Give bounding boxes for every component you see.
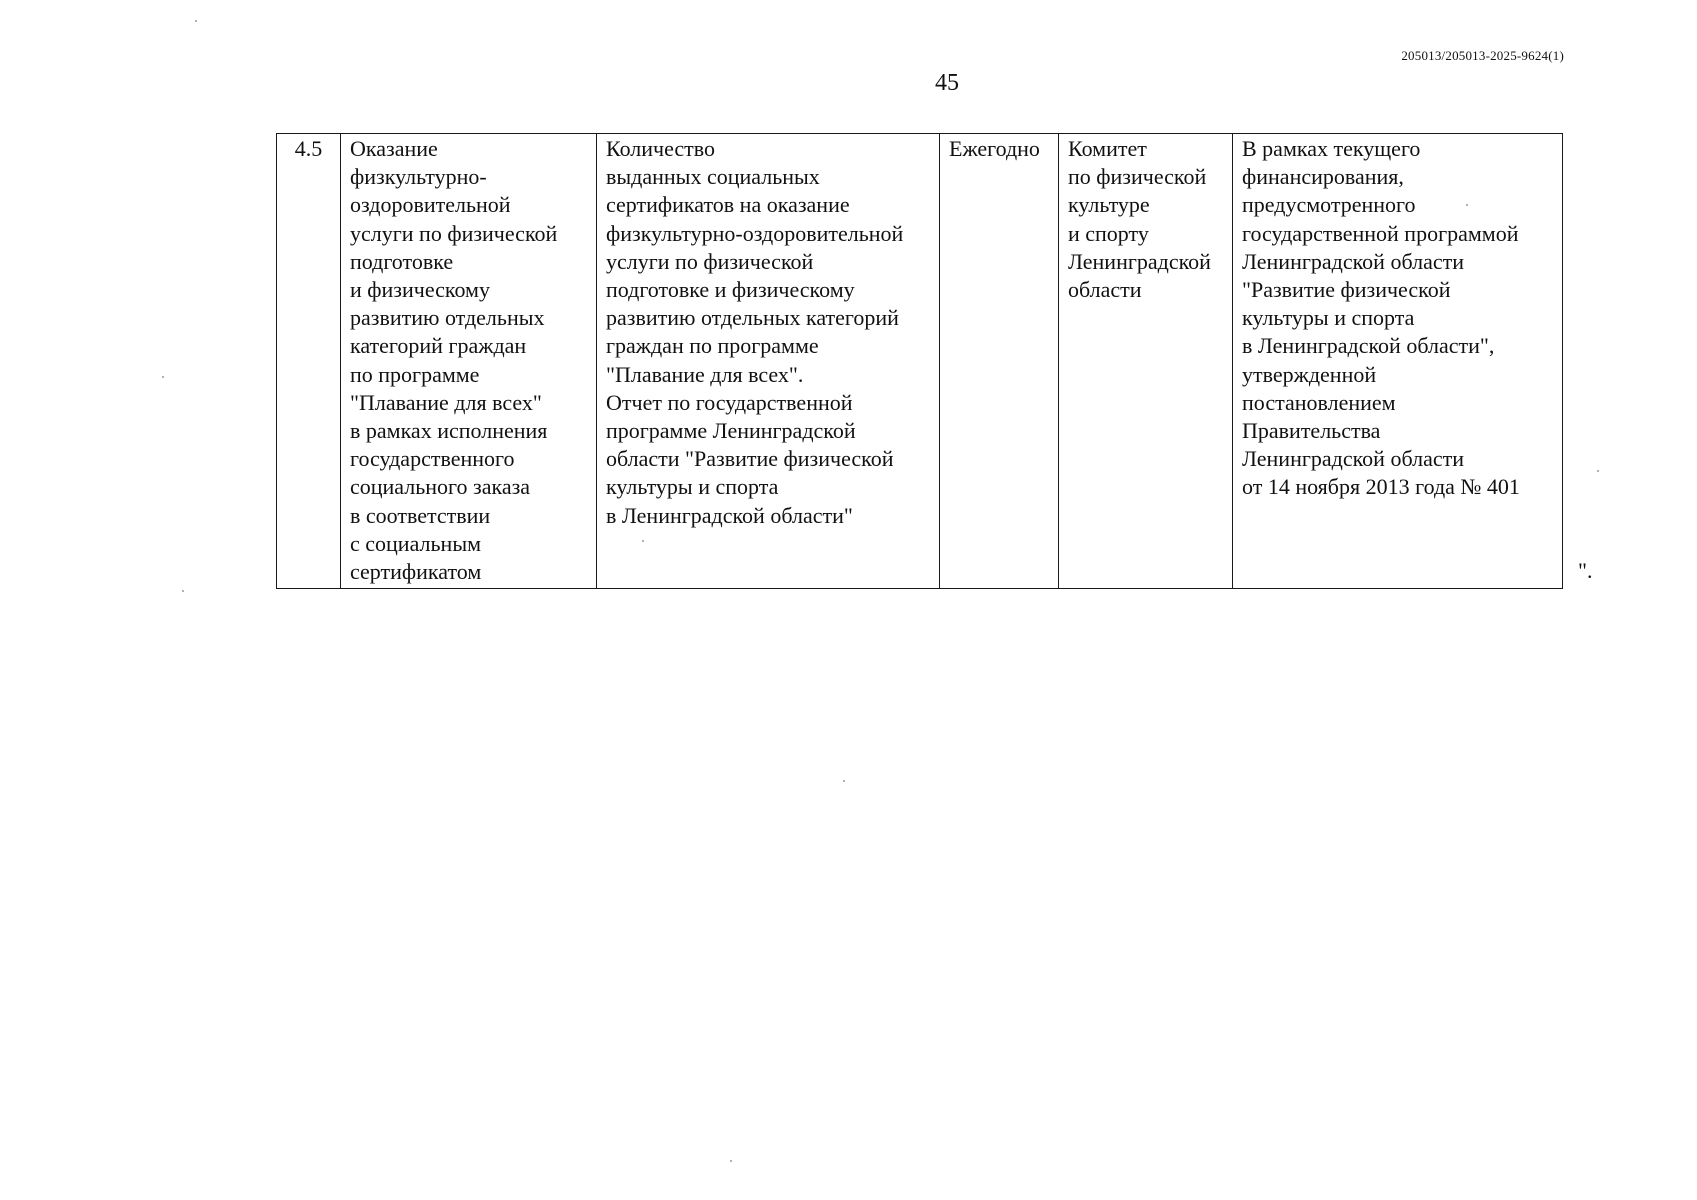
scan-speck	[162, 376, 164, 378]
page-number: 45	[935, 70, 959, 96]
scan-speck	[642, 540, 644, 542]
funding-source-cell: В рамках текущего финансирования, предусмотренного государственной программой Ленинградской области "Развитие физической культуры и спорта в Ленинградской области", утвержденной постановлением Правительства Ленинградской области от 14 ноября 2013 года № 401	[1233, 134, 1563, 589]
row-number-cell: 4.5	[277, 134, 341, 589]
scan-speck	[182, 590, 184, 592]
closing-quote-mark: ".	[1578, 558, 1593, 583]
scan-speck	[1466, 204, 1468, 206]
scan-speck	[730, 1160, 732, 1162]
period-cell: Ежегодно	[940, 134, 1059, 589]
event-description-cell: Оказание физкультурно- оздоровительной услуги по физической подготовке и физическому развитию отдельных категорий граждан по программе "Плавание для всех" в рамках исполнения государственного социального заказа в соответствии с социальным сертификатом	[341, 134, 597, 589]
responsible-executor-cell: Комитет по физической культуре и спорту Ленинградской области	[1059, 134, 1233, 589]
document-reference-number: 205013/205013-2025-9624(1)	[1401, 48, 1564, 63]
table-row	[277, 134, 1563, 589]
indicator-cell: Количество выданных социальных сертификатов на оказание физкультурно-оздоровительной услуги по физической подготовке и физическому развитию отдельных категорий граждан по программе "Плавание для всех". Отчет по государственной программе Ленинградской области "Развитие физической культуры и спорта в Ленинградской области"	[597, 134, 940, 589]
measures-table	[276, 133, 1563, 589]
scan-speck	[1597, 470, 1599, 472]
scan-speck	[843, 780, 845, 782]
scan-speck	[195, 20, 197, 22]
